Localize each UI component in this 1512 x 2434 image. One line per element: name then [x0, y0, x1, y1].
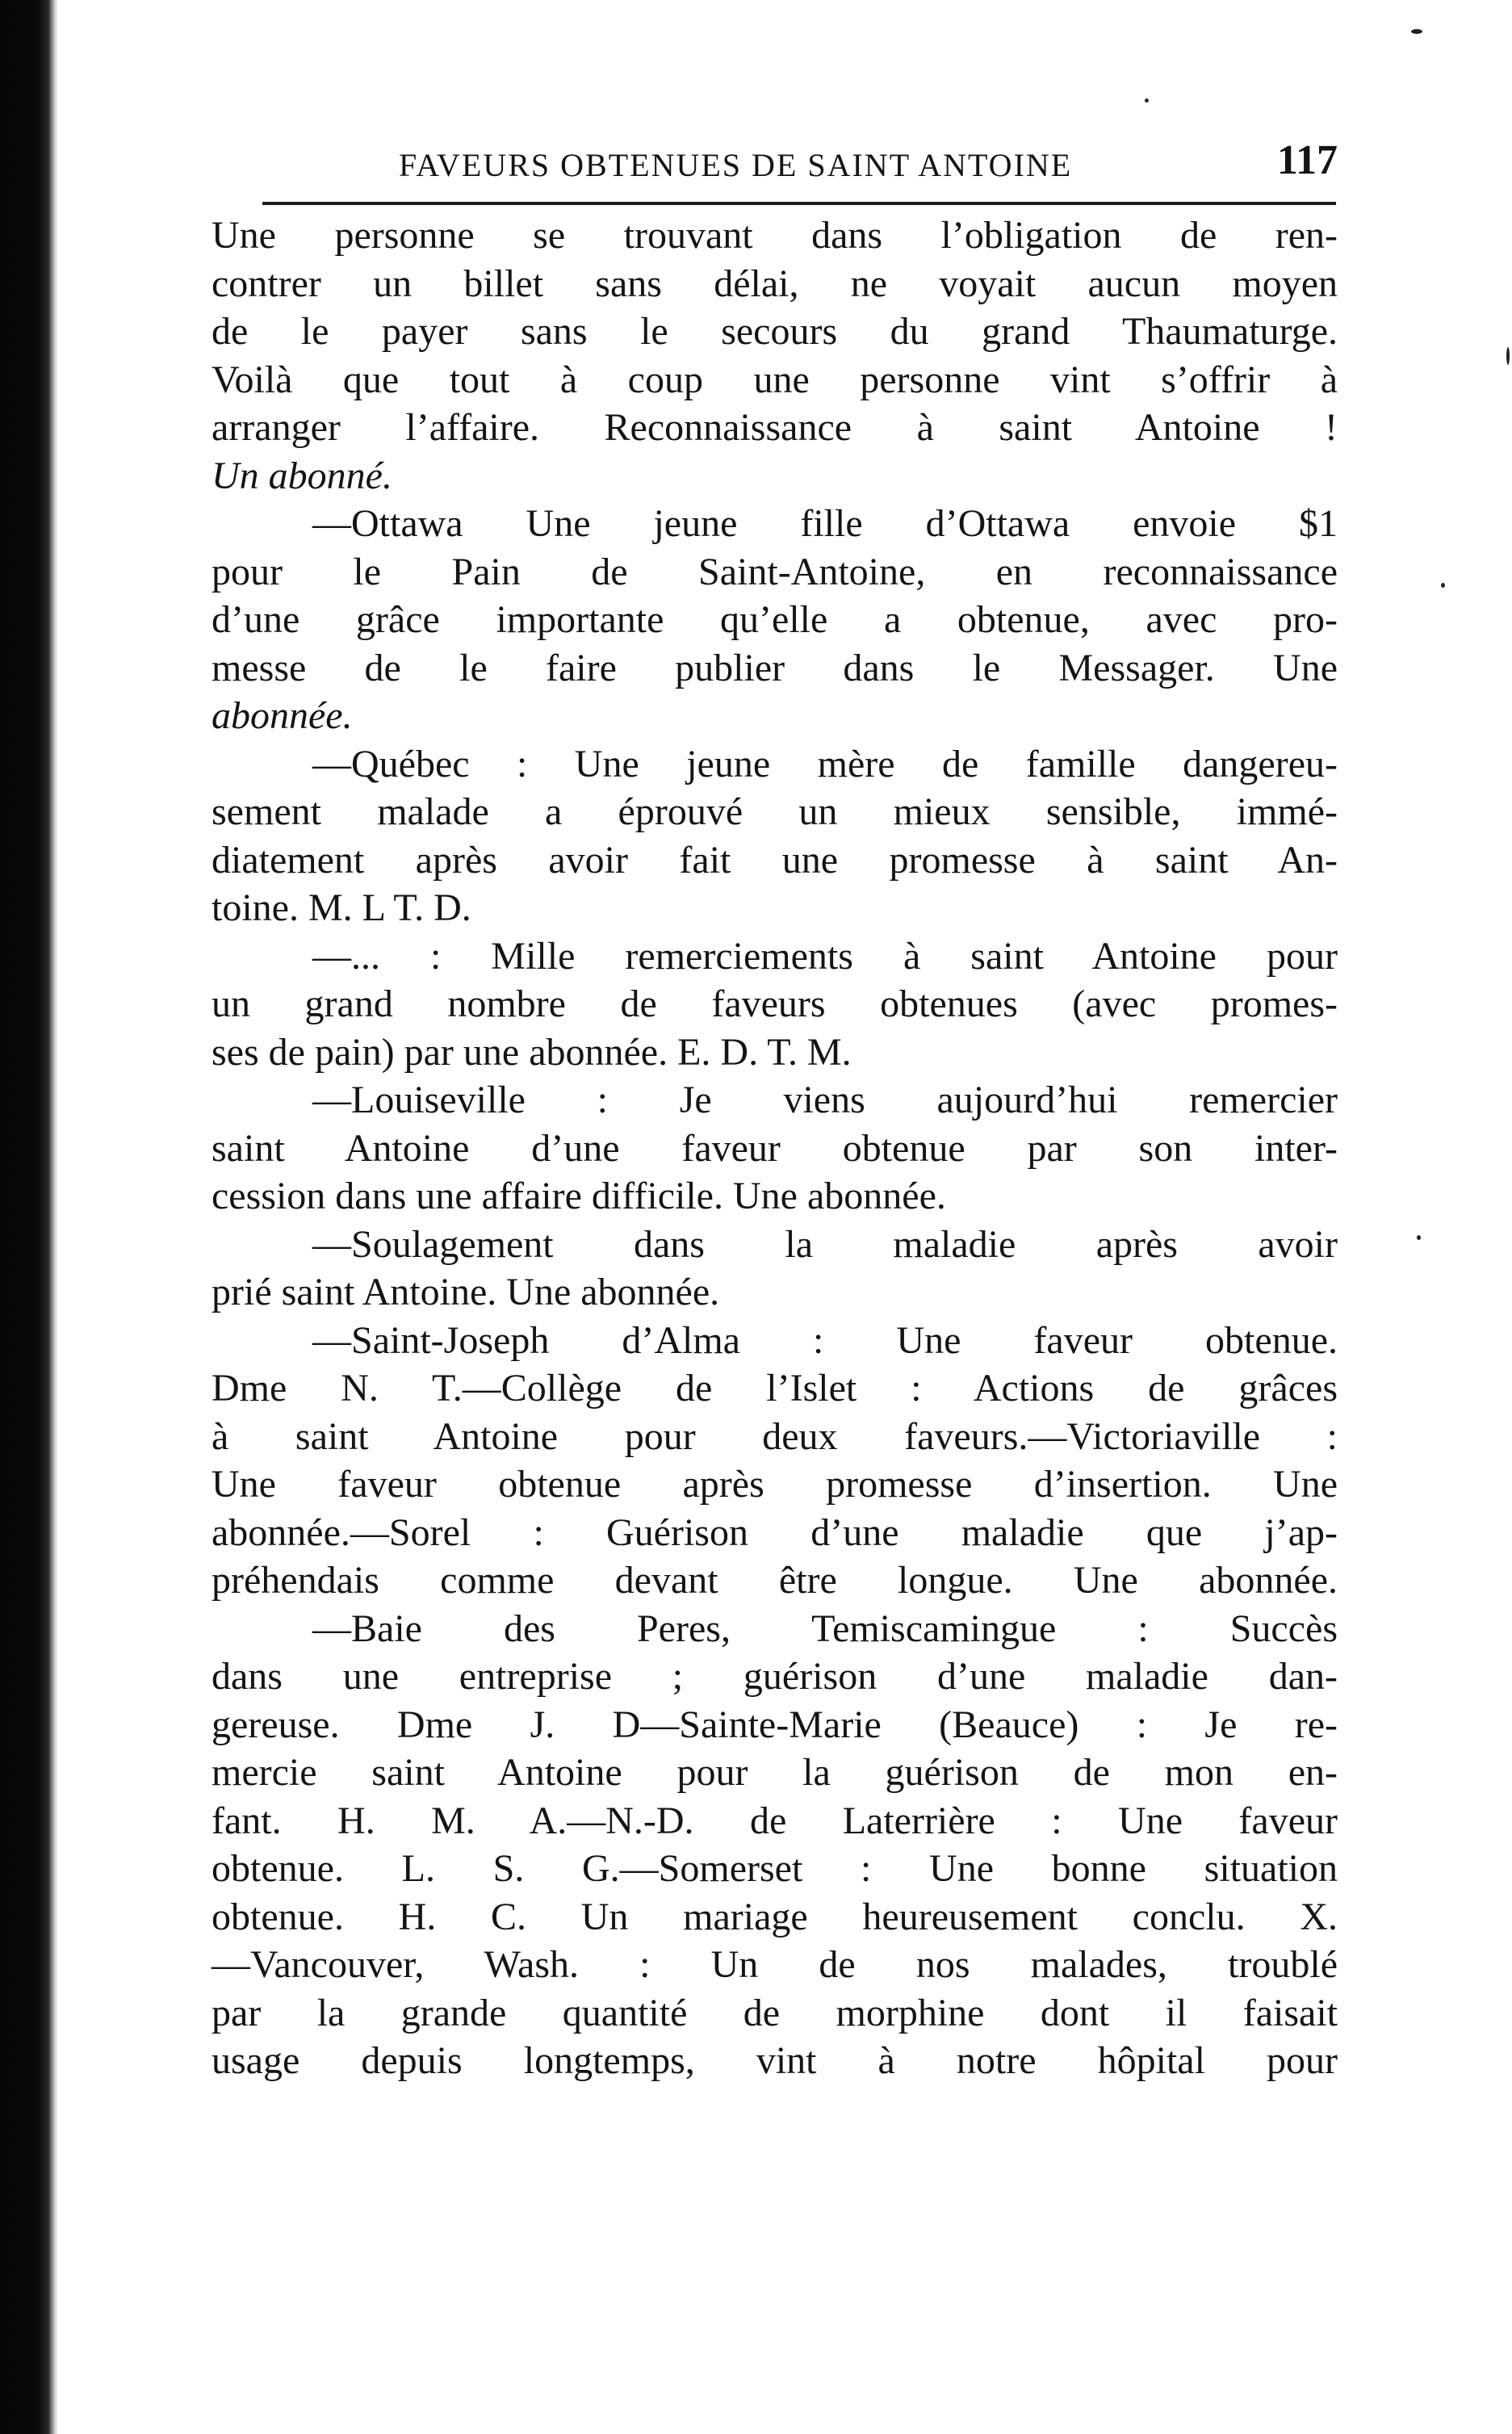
- text-line: fant. H. M. A.—N.-D. de Laterrière : Une faveur: [212, 1799, 1338, 1842]
- text-line: dans une entreprise ; guérison d’une maladie dan-: [212, 1655, 1338, 1698]
- text-line: à saint Antoine pour deux faveurs.—Victoriaville :: [212, 1414, 1338, 1458]
- text-line: obtenue. L. S. G.—Somerset : Une bonne situation: [212, 1847, 1338, 1890]
- text-line: —Vancouver, Wash. : Un de nos malades, troublé: [212, 1943, 1338, 1986]
- text-line: —... : Mille remerciements à saint Antoine pour: [312, 934, 1338, 978]
- text-line: toine. M. L T. D.: [212, 886, 471, 929]
- text-line: Dme N. T.—Collège de l’Islet : Actions de grâces: [212, 1367, 1338, 1410]
- page-header: [212, 137, 1338, 190]
- text-line: Une faveur obtenue après promesse d’insertion. Une: [212, 1463, 1338, 1506]
- page-body: [212, 212, 1338, 2085]
- book-binding-shadow: [0, 0, 58, 2434]
- text-line: abonnée.—Sorel : Guérison d’une maladie que j’ap-: [212, 1510, 1338, 1554]
- text-line: —Soulagement dans la maladie après avoir: [312, 1222, 1338, 1266]
- paper-speck: [1145, 98, 1149, 103]
- signature: Un abonné.: [212, 454, 392, 497]
- text-line: mercie saint Antoine pour la guérison de mon en-: [212, 1751, 1338, 1794]
- text-line: diatement après avoir fait une promesse à saint An-: [212, 838, 1338, 882]
- text-line: saint Antoine d’une faveur obtenue par son inter-: [212, 1126, 1338, 1170]
- text-line: Une personne se trouvant dans l’obligation de ren-: [212, 214, 1338, 257]
- text-line: [212, 692, 1338, 740]
- text-line: —Louiseville : Je viens aujourd’hui remercier: [312, 1079, 1338, 1121]
- paper-speck: [1411, 29, 1422, 34]
- text-line: —Ottawa Une jeune fille d’Ottawa envoie $1: [312, 502, 1338, 545]
- text-line: [212, 452, 1338, 501]
- text-line: de le payer sans le secours du grand Thaumaturge.: [212, 310, 1338, 353]
- paper-speck: [1417, 1235, 1421, 1240]
- paper-speck: [1506, 347, 1510, 365]
- text-line: d’une grâce importante qu’elle a obtenue, avec pro-: [212, 598, 1338, 641]
- running-title: FAVEURS OBTENUES DE SAINT ANTOINE: [399, 147, 1073, 183]
- text-line: prié saint Antoine. Une abonnée.: [212, 1271, 720, 1313]
- text-line: —Saint-Joseph d’Alma : Une faveur obtenue.: [312, 1318, 1338, 1362]
- text-line: gereuse. Dme J. D—Sainte-Marie (Beauce) : Je re-: [212, 1703, 1338, 1746]
- text-line: —Baie des Peres, Temiscamingue : Succès: [312, 1607, 1338, 1650]
- text-line: messe de le faire publier dans le Messager. Une: [212, 646, 1338, 689]
- text-line: pour le Pain de Saint-Antoine, en reconnaissance: [212, 550, 1338, 593]
- text-line: ses de pain) par une abonnée. E. D. T. M.: [212, 1030, 852, 1074]
- text-line: par la grande quantité de morphine dont il faisait: [212, 1991, 1338, 2034]
- text-line: un grand nombre de faveurs obtenues (avec promes-: [212, 982, 1338, 1025]
- signature: abonnée.: [212, 694, 353, 737]
- text-line: préhendais comme devant être longue. Une abonnée.: [212, 1559, 1338, 1602]
- text-line: usage depuis longtemps, vint à notre hôpital pour: [212, 2039, 1338, 2082]
- text-line: arranger l’affaire. Reconnaissance à saint Antoine !: [212, 406, 1338, 449]
- page-number: 117: [1276, 137, 1338, 183]
- text-line: cession dans une affaire difficile. Une abonnée.: [212, 1175, 946, 1217]
- text-line: contrer un billet sans délai, ne voyait aucun moyen: [212, 262, 1338, 305]
- text-line: sement malade a éprouvé un mieux sensible, immé-: [212, 790, 1338, 833]
- text-line: —Québec : Une jeune mère de famille dangereu-: [312, 742, 1338, 785]
- paper-speck: [1441, 583, 1445, 588]
- text-line: Voilà que tout à coup une personne vint s’offrir à: [212, 358, 1338, 401]
- text-line: obtenue. H. C. Un mariage heureusement conclu. X.: [212, 1895, 1338, 1938]
- header-rule: [262, 202, 1336, 205]
